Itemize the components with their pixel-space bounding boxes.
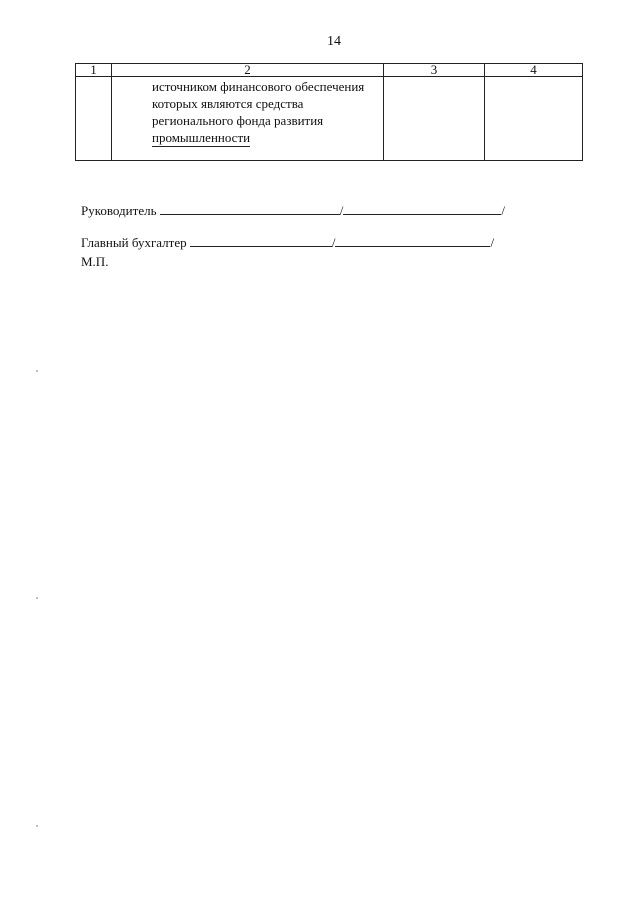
- table-cell-description: [112, 77, 384, 161]
- description-line: промышленности: [152, 130, 251, 145]
- page-number: 14: [327, 34, 341, 49]
- document-table: [75, 63, 583, 161]
- head-label: Руководитель: [81, 203, 157, 218]
- separator: /: [331, 235, 336, 250]
- description-line: которых являются средства: [152, 96, 304, 111]
- separator: /: [490, 235, 495, 250]
- column-header-2: 2: [112, 64, 384, 77]
- scan-mark: [36, 370, 38, 372]
- chief-accountant-label: Главный бухгалтер: [81, 235, 187, 250]
- column-header-4: 4: [485, 64, 583, 77]
- description-line: регионального фонда развития: [152, 113, 324, 128]
- head-signature-line: [81, 202, 505, 219]
- separator: /: [501, 203, 505, 218]
- scan-mark: [36, 825, 38, 827]
- head-name-blank: [343, 202, 501, 215]
- head-signature-blank: [160, 202, 340, 215]
- table-cell-col3: [384, 77, 485, 161]
- chief-accountant-name-blank: [335, 234, 490, 247]
- table-cell-col1: [76, 77, 112, 161]
- table-cell-col4: [485, 77, 583, 161]
- column-header-3: 3: [384, 64, 485, 77]
- table-row: [76, 77, 583, 161]
- table-header-row: [76, 64, 583, 77]
- chief-accountant-signature-blank: [190, 234, 332, 247]
- stamp-label: М.П.: [81, 254, 109, 269]
- chief-accountant-signature-line: [81, 234, 494, 251]
- separator: /: [339, 203, 344, 218]
- column-header-1: 1: [76, 64, 112, 77]
- description-line: источником финансового обеспечения: [152, 79, 365, 94]
- scan-mark: [36, 597, 38, 599]
